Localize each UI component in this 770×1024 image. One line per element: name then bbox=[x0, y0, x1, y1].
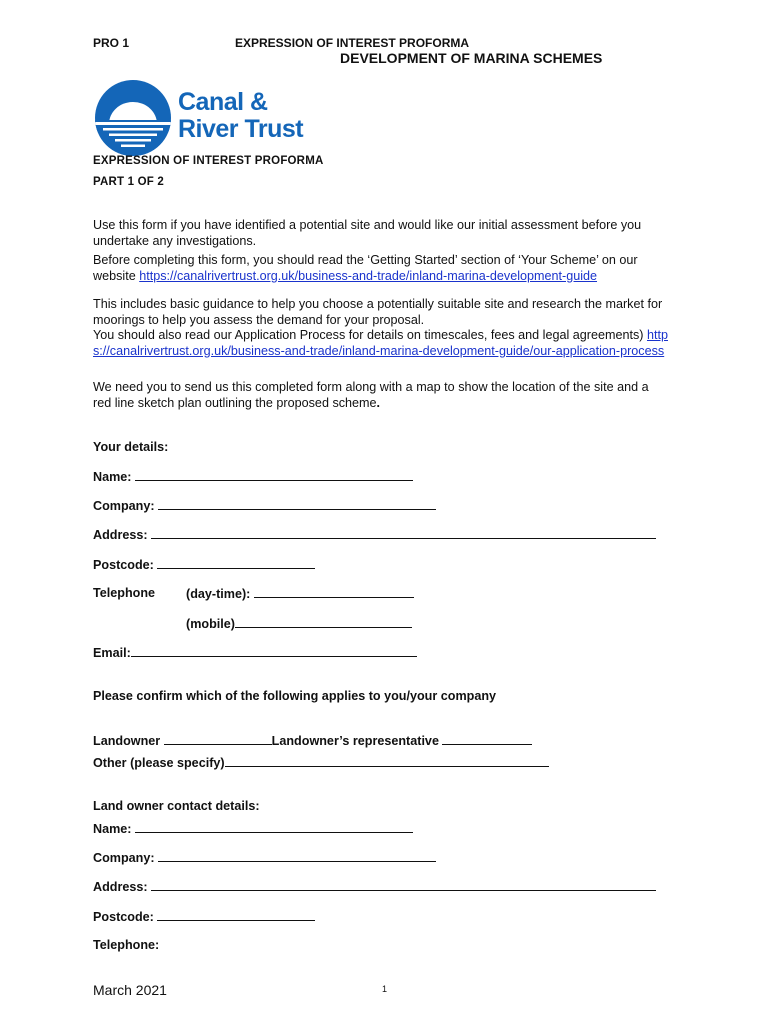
intro-paragraph-1: Use this form if you have identified a potential site and would like our initial assessment before you undertake any investigations. bbox=[93, 218, 642, 248]
your-address-label: Address: bbox=[93, 528, 148, 542]
document-code: PRO 1 bbox=[93, 36, 130, 50]
landowner-row bbox=[93, 733, 532, 748]
your-address-row bbox=[93, 527, 656, 542]
marina-guide-link[interactable]: https://canalrivertrust.org.uk/business-and-trade/inland-marina-development-guide bbox=[139, 268, 598, 283]
your-postcode-label: Postcode: bbox=[93, 558, 154, 572]
intro-paragraph-5-text: We need you to send us this completed form along with a map to show the location of the site and a red line sketch plan outlining the proposed scheme bbox=[93, 380, 649, 410]
representative-field[interactable] bbox=[442, 733, 532, 745]
your-details-heading: Your details: bbox=[93, 440, 169, 454]
mobile-phone-label: (mobile) bbox=[186, 617, 235, 631]
intro-paragraph-5-end: . bbox=[376, 395, 381, 410]
your-name-field[interactable] bbox=[135, 469, 413, 481]
application-process-link[interactable]: https://canalrivertrust.org.uk/business-and-trade/inland-marina-development-guide/our-application-process bbox=[93, 328, 668, 358]
footer-date: March 2021 bbox=[93, 982, 167, 998]
intro-paragraph-3: This includes basic guidance to help you choose a potentially suitable site and research the market for moorings to help you assess the demand for your proposal. bbox=[93, 297, 663, 327]
lo-name-row bbox=[93, 821, 413, 836]
lo-postcode-label: Postcode: bbox=[93, 910, 154, 924]
logo-line-1: Canal & bbox=[178, 88, 268, 116]
your-email-field[interactable] bbox=[131, 645, 417, 657]
lo-telephone-label: Telephone: bbox=[93, 938, 160, 952]
other-label: Other (please specify) bbox=[93, 756, 225, 770]
your-name-row bbox=[93, 469, 413, 484]
your-address-field[interactable] bbox=[151, 527, 656, 539]
daytime-phone-field[interactable] bbox=[254, 586, 414, 598]
logo-line-2: River Trust bbox=[178, 115, 304, 143]
form-part: PART 1 OF 2 bbox=[93, 176, 164, 188]
clipped-header-title: EXPRESSION OF INTEREST PROFORMA bbox=[235, 36, 470, 47]
intro-paragraph-2-text: Before completing this form, you should read the ‘Getting Started’ section of ‘Your Scheme’ on our website bbox=[93, 253, 638, 283]
daytime-phone-label: (day-time): bbox=[186, 587, 251, 601]
form-title: EXPRESSION OF INTEREST PROFORMA bbox=[93, 155, 324, 167]
mobile-phone-field[interactable] bbox=[235, 616, 412, 628]
lo-name-label: Name: bbox=[93, 822, 132, 836]
lo-company-field[interactable] bbox=[158, 850, 436, 862]
logo-circle-icon bbox=[93, 78, 173, 158]
lo-company-label: Company: bbox=[93, 851, 155, 865]
intro-paragraph-5 bbox=[93, 380, 668, 411]
your-email-row bbox=[93, 645, 417, 660]
your-postcode-row bbox=[93, 557, 315, 572]
other-field[interactable] bbox=[225, 755, 549, 767]
mobile-phone-row bbox=[186, 616, 412, 631]
your-email-label: Email: bbox=[93, 646, 131, 660]
your-company-label: Company: bbox=[93, 499, 155, 513]
daytime-phone-row bbox=[186, 586, 414, 601]
lo-company-row bbox=[93, 850, 436, 865]
canal-river-trust-logo bbox=[93, 78, 173, 163]
your-telephone-label: Telephone bbox=[93, 586, 156, 600]
page-title: DEVELOPMENT OF MARINA SCHEMES bbox=[340, 50, 603, 66]
confirm-heading: Please confirm which of the following applies to you/your company bbox=[93, 689, 497, 703]
landowner-label: Landowner bbox=[93, 734, 161, 748]
your-postcode-field[interactable] bbox=[157, 557, 315, 569]
lo-address-label: Address: bbox=[93, 880, 148, 894]
representative-label: Landowner’s representative bbox=[271, 734, 439, 748]
your-company-row bbox=[93, 498, 436, 513]
other-row bbox=[93, 755, 549, 770]
intro-paragraph-2 bbox=[93, 253, 668, 284]
lo-address-field[interactable] bbox=[151, 879, 656, 891]
lo-address-row bbox=[93, 879, 656, 894]
landowner-field[interactable] bbox=[164, 733, 272, 745]
your-company-field[interactable] bbox=[158, 498, 436, 510]
your-name-label: Name: bbox=[93, 470, 132, 484]
lo-postcode-row bbox=[93, 909, 315, 924]
page-number: 1 bbox=[382, 984, 388, 994]
intro-paragraph-4-text: You should also read our Application Process for details on timescales, fees and legal agreements) bbox=[93, 328, 647, 342]
lo-name-field[interactable] bbox=[135, 821, 413, 833]
lo-postcode-field[interactable] bbox=[157, 909, 315, 921]
intro-paragraph-4 bbox=[93, 328, 668, 359]
landowner-details-heading: Land owner contact details: bbox=[93, 799, 260, 813]
